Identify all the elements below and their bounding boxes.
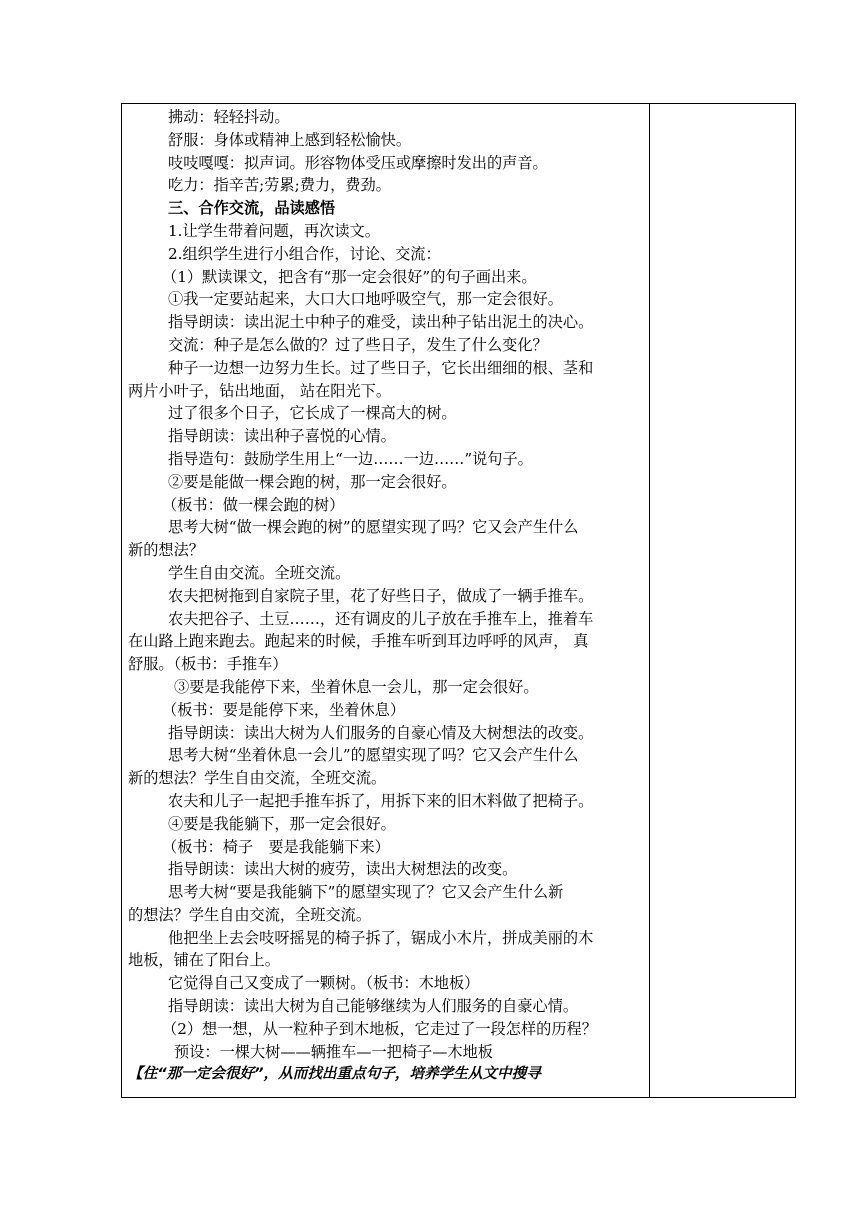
text-line: 学生自由交流。全班交流。 [168, 563, 351, 582]
text-line: 指导朗读：读出大树的疲劳，读出大树想法的改变。 [168, 860, 518, 879]
text-line: 农夫把树拖到自家院子里，花了好些日子，做成了一辆手推车。 [168, 586, 594, 605]
text-line: 思考大树“做一棵会跑的树”的愿望实现了吗？它又会产生什么 [168, 518, 579, 537]
text-line: 2.组织学生进行小组合作，讨论、交流： [168, 244, 441, 263]
text-line: 新的想法？学生自由交流，全班交流。 [128, 769, 387, 788]
text-line: 交流：种子是怎么做的？过了些日子，发生了什么变化？ [168, 335, 548, 354]
text-line: 拂动：轻轻抖动。 [168, 108, 290, 126]
text-line: ④要是我能躺下，那一定会很好。 [168, 814, 396, 833]
lesson-table [121, 103, 796, 1098]
text-line: （2）想一想，从一粒种子到木地板，它走过了一段怎样的历程？ [162, 1019, 597, 1038]
text-line: 农夫把谷子、土豆……，还有调皮的儿子放在手推车上，推着车 [168, 609, 594, 628]
text-line: （1）默读课文，把含有“那一定会很好”的句子画出来。 [162, 267, 537, 286]
text-line: （板书：椅子 要是我能躺下来） [162, 837, 390, 856]
text-line: ②要是能做一棵会跑的树，那一定会很好。 [168, 472, 457, 491]
text-line: 指导造句：鼓励学生用上“一边……一边……”说句子。 [168, 449, 533, 468]
text-line: 指导朗读：读出泥土中种子的难受，读出种子钻出泥土的决心。 [168, 313, 594, 332]
text-line: 两片小叶子，钻出地面， 站在阳光下。 [128, 381, 392, 400]
text-line: 舒服。（板书：手推车） [128, 655, 288, 674]
lesson-content-cell [128, 106, 644, 1086]
text-line: 预设：一棵大树——辆推车—一把椅子—木地板 [174, 1042, 493, 1061]
text-line: 思考大树“坐着休息一会儿”的愿望实现了吗？它又会产生什么 [168, 746, 579, 765]
text-line: 的想法？学生自由交流，全班交流。 [128, 905, 371, 924]
column-divider [649, 104, 650, 1097]
text-line: 它觉得自己又变成了一颗树。（板书：木地板） [168, 974, 480, 993]
text-line: 过了很多个日子，它长成了一棵高大的树。 [168, 404, 457, 423]
text-line: 新的想法？ [128, 541, 204, 560]
text-line: 种子一边想一边努力生长。过了些日子，它长出细细的根、茎和 [168, 358, 594, 377]
text-line: 他把坐上去会吱呀摇晃的椅子拆了，锯成小木片，拼成美丽的木 [168, 928, 594, 947]
text-line: ①我一定要站起来，大口大口地呼吸空气，那一定会很好。 [168, 290, 563, 309]
text-line: （板书：做一棵会跑的树） [162, 495, 345, 514]
text-line: 思考大树“要是我能躺下”的愿望实现了？它又会产生什么新 [168, 883, 564, 902]
text-line: 1.让学生带着问题，再次读文。 [168, 221, 380, 240]
text-line: 在山路上跑来跑去。跑起来的时候，手推车听到耳边呼呼的风声， 真 [128, 632, 589, 651]
text-line: 【住“那一定会很好”，从而找出重点句子，培养学生从文中搜寻 [128, 1065, 541, 1083]
text-line: （板书：要是能停下来，坐着休息） [162, 700, 405, 719]
text-line: 农夫和儿子一起把手推车拆了，用拆下来的旧木料做了把椅子。 [168, 791, 594, 810]
text-line: 舒服：身体或精神上感到轻松愉快。 [168, 130, 411, 149]
text-line: 吃力：指辛苦;劳累;费力，费劲。 [168, 176, 391, 195]
text-line: 吱吱嘎嘎：拟声词。形容物体受压或摩擦时发出的声音。 [168, 153, 548, 172]
text-line: 指导朗读：读出种子喜悦的心情。 [168, 427, 396, 446]
text-line: 指导朗读：读出大树为自己能够继续为人们服务的自豪心情。 [168, 997, 579, 1016]
text-line: 地板，铺在了阳台上。 [128, 951, 280, 970]
text-line: 指导朗读：读出大树为人们服务的自豪心情及大树想法的改变。 [168, 723, 594, 742]
text-line: ③要是我能停下来，坐着休息一会儿，那一定会很好。 [174, 677, 539, 696]
text-line: 三、合作交流，品读感悟 [168, 199, 336, 218]
